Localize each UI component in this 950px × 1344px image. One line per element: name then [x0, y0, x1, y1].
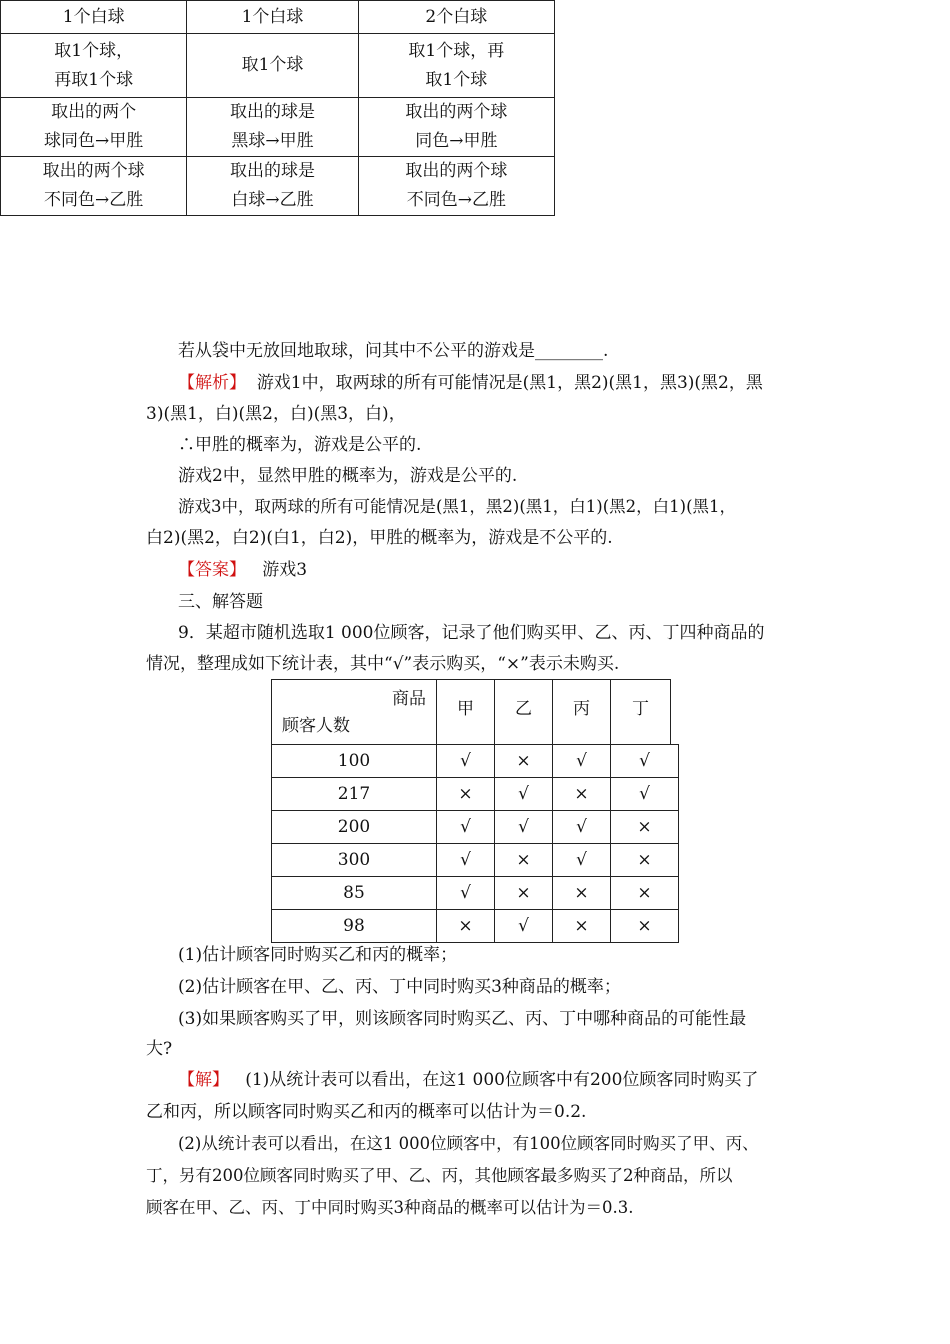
analysis-line-2: 3)(黑1，白)(黑2，白)(黑3，白)， [146, 404, 406, 424]
corner-bottom-label: 顾客人数 [282, 716, 350, 736]
count-cell: 100 [271, 744, 437, 778]
mark-cell: √ [494, 777, 553, 811]
cell-r3c0: 取出的两个球 不同色→乙胜 [1, 157, 187, 216]
mark-cell: × [436, 777, 495, 811]
analysis-line-3: ∴甲胜的概率为，游戏是公平的. [178, 435, 422, 455]
solution-line-2: 乙和丙，所以顾客同时购买乙和丙的概率可以估计为＝0.2. [146, 1102, 587, 1122]
solution-line-1: 【解】 (1)从统计表可以看出，在这1 000位顾客中有200位顾客同时购买了 [178, 1070, 759, 1090]
header-bing: 丙 [552, 679, 611, 745]
mark-cell: √ [494, 909, 553, 943]
q9-line-2: 情况，整理成如下统计表，其中“√”表示购买，“×”表示未购买. [146, 654, 620, 674]
solution-line-3: (2)从统计表可以看出，在这1 000位顾客中，有100位顾客同时购买了甲、丙、 [178, 1134, 759, 1153]
cell-r3c1: 取出的球是 白球→乙胜 [187, 157, 358, 216]
mark-cell: × [610, 843, 679, 877]
count-cell: 200 [271, 810, 437, 844]
mark-cell: √ [436, 876, 495, 910]
solution-line-4: 丁，另有200位顾客同时购买了甲、乙、丙，其他顾客最多购买了2种商品，所以 [146, 1166, 733, 1185]
mark-cell: √ [552, 843, 611, 877]
mark-cell: × [552, 876, 611, 910]
cell-r0c2: 2个白球 [358, 1, 554, 34]
mark-cell: √ [436, 843, 495, 877]
solution-label: 【解】 [178, 1070, 229, 1090]
count-cell: 85 [271, 876, 437, 910]
answer-line: 【答案】 游戏3 [178, 560, 308, 580]
cell-r1c2: 取1个球，再 取1个球 [358, 34, 554, 98]
mark-cell: × [610, 810, 679, 844]
question-tail: 若从袋中无放回地取球，问其中不公平的游戏是________. [178, 341, 609, 361]
analysis-line-6: 白2)(黑2，白2)(白1，白2)，甲胜的概率为，游戏是不公平的. [146, 528, 613, 548]
mark-cell: √ [610, 744, 679, 778]
cell-r2c1: 取出的球是 黑球→甲胜 [187, 98, 358, 157]
analysis-line-5: 游戏3中，取两球的所有可能情况是(黑1，黑2)(黑1，白1)(黑2，白1)(黑1， [178, 497, 737, 516]
cell-r2c2: 取出的两个球 同色→甲胜 [358, 98, 554, 157]
section-heading: 三、解答题 [178, 592, 263, 612]
mark-cell: × [610, 876, 679, 910]
mark-cell: × [610, 909, 679, 943]
count-cell: 300 [271, 843, 437, 877]
cell-r0c0: 1个白球 [1, 1, 187, 34]
corner-cell [271, 679, 437, 745]
subq-1: (1)估计顾客同时购买乙和丙的概率； [178, 945, 458, 965]
mark-cell: × [552, 909, 611, 943]
mark-cell: √ [494, 810, 553, 844]
game-rules-table [0, 0, 555, 216]
subq-3b: 大? [146, 1039, 173, 1059]
mark-cell: × [436, 909, 495, 943]
purchase-stats-table [271, 679, 679, 943]
analysis-label: 【解析】 [178, 373, 246, 393]
analysis-line-1: 【解析】 游戏1中，取两球的所有可能情况是(黑1，黑2)(黑1，黑3)(黑2，黑 [178, 373, 763, 393]
q9-line-1: 9．某超市随机选取1 000位顾客，记录了他们购买甲、乙、丙、丁四种商品的 [178, 623, 765, 643]
header-jia: 甲 [436, 679, 495, 745]
mark-cell: × [494, 843, 553, 877]
mark-cell: √ [436, 810, 495, 844]
header-ding: 丁 [610, 679, 671, 745]
count-cell: 217 [271, 777, 437, 811]
subq-2: (2)估计顾客在甲、乙、丙、丁中同时购买3种商品的概率； [178, 977, 621, 997]
cell-r1c1: 取1个球 [187, 34, 358, 98]
header-yi: 乙 [494, 679, 553, 745]
solution-line-5: 顾客在甲、乙、丙、丁中同时购买3种商品的概率可以估计为＝0.3. [146, 1198, 634, 1217]
cell-r3c2: 取出的两个球 不同色→乙胜 [358, 157, 554, 216]
answer-label: 【答案】 [178, 560, 246, 580]
mark-cell: √ [436, 744, 495, 778]
mark-cell: × [494, 744, 553, 778]
mark-cell: × [552, 777, 611, 811]
cell-r1c0: 取1个球， 再取1个球 [1, 34, 187, 98]
mark-cell: √ [610, 777, 679, 811]
mark-cell: × [494, 876, 553, 910]
mark-cell: √ [552, 744, 611, 778]
subq-3a: (3)如果顾客购买了甲，则该顾客同时购买乙、丙、丁中哪种商品的可能性最 [178, 1009, 747, 1029]
cell-r0c1: 1个白球 [187, 1, 358, 34]
cell-r2c0: 取出的两个 球同色→甲胜 [1, 98, 187, 157]
mark-cell: √ [552, 810, 611, 844]
analysis-line-4: 游戏2中，显然甲胜的概率为，游戏是公平的. [178, 466, 518, 486]
count-cell: 98 [271, 909, 437, 943]
corner-top-label: 商品 [392, 689, 426, 709]
